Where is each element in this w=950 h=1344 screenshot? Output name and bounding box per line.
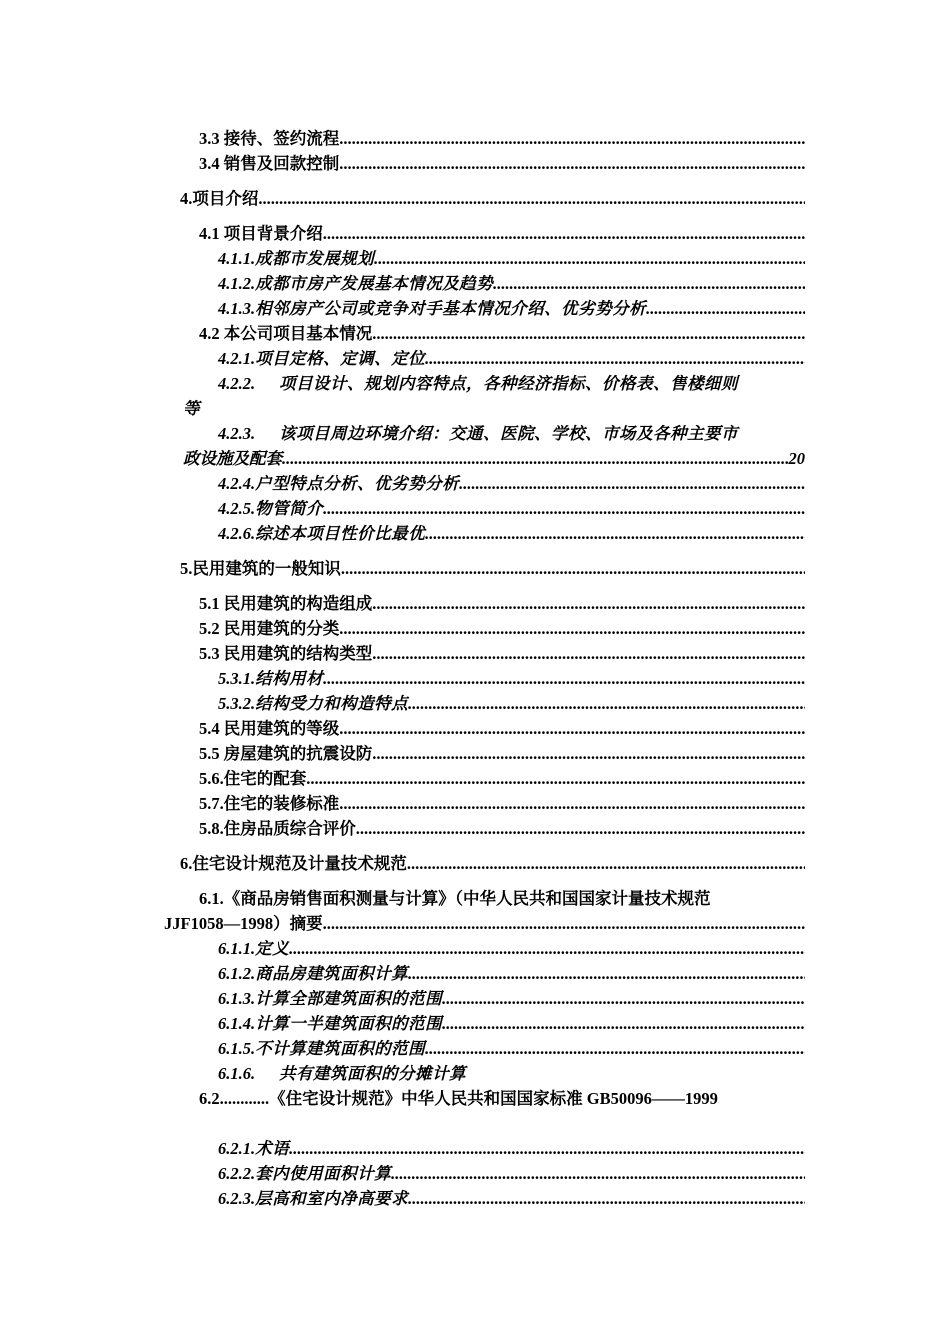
dot-leader (339, 151, 805, 176)
dot-leader (339, 716, 805, 741)
toc-number: 5.3.1. (218, 669, 256, 688)
toc-title: 商品房建筑面积计算 (255, 964, 409, 983)
toc-title: 住房品质综合评价 (223, 819, 356, 838)
toc-title: 该项目周边环境介绍：交通、医院、学校、市场及各种主要市 (279, 424, 738, 443)
toc-entry-6-1-5[interactable] (0, 1036, 950, 1061)
toc-number: 6.1.5. (218, 1039, 256, 1058)
dot-leader (425, 1036, 805, 1061)
dot-leader (356, 816, 805, 841)
dot-leader (289, 936, 805, 961)
toc-number: 6.1.3. (218, 989, 256, 1008)
toc-number: 6.1.6. (218, 1064, 256, 1083)
toc-number: 6.1. (199, 889, 224, 908)
toc-entry-4-2-6[interactable] (0, 521, 950, 546)
toc-title: 本公司项目基本情况 (223, 324, 373, 343)
toc-title: 接待、签约流程 (223, 129, 340, 148)
toc-entry-5-2[interactable] (0, 616, 950, 641)
table-of-contents (0, 126, 950, 1211)
toc-number: 6.2 (199, 1089, 220, 1108)
toc-entry-6-2[interactable] (0, 1086, 950, 1111)
toc-entry-5-1[interactable] (0, 591, 950, 616)
dot-leader (289, 1136, 805, 1161)
toc-number: 5. (180, 559, 193, 578)
toc-title: 销售及回款控制 (223, 154, 340, 173)
toc-title: 成都市房产发展基本情况及趋势 (255, 274, 494, 293)
dot-leader (459, 471, 805, 496)
toc-title: 计算一半建筑面积的范围 (255, 1014, 443, 1033)
toc-title: 共有建筑面积的分摊计算 (279, 1064, 466, 1083)
toc-entry-6[interactable] (0, 851, 950, 876)
toc-number: 3.3 (199, 129, 220, 148)
toc-page-number: 20 (788, 449, 805, 468)
toc-number: 6.2.1. (218, 1139, 256, 1158)
toc-title: 相邻房产公司或竞争对手基本情况介绍、优劣势分析 (255, 299, 647, 318)
dot-leader (442, 986, 805, 1011)
dot-leader (391, 1161, 805, 1186)
dot-leader: ............ (219, 1089, 270, 1108)
dot-leader (493, 271, 805, 296)
toc-number: 6.2.3. (218, 1189, 256, 1208)
toc-number: 6.1.1. (218, 939, 256, 958)
toc-number: 5.7. (199, 794, 224, 813)
toc-entry-6-1-2[interactable] (0, 961, 950, 986)
toc-title: 民用建筑的一般知识 (192, 559, 341, 578)
dot-leader (425, 521, 805, 546)
toc-number: 4.1 (199, 224, 220, 243)
toc-number: 6.1.2. (218, 964, 256, 983)
toc-title: 结构受力和构造特点 (255, 694, 409, 713)
toc-entry-4-1-3[interactable] (0, 296, 950, 321)
dot-leader (407, 851, 805, 876)
toc-title: 层高和室内净高要求 (255, 1189, 409, 1208)
toc-entry-4-2-3[interactable] (0, 421, 950, 471)
toc-number: 4.2.3. (218, 424, 256, 443)
toc-number: 4.1.3. (218, 299, 256, 318)
toc-entry-3-3[interactable] (0, 126, 950, 151)
toc-number: 5.8. (199, 819, 224, 838)
toc-entry-5-5[interactable] (0, 741, 950, 766)
toc-entry-4-1[interactable] (0, 221, 950, 246)
toc-number: 4.2 (199, 324, 220, 343)
toc-number: 4.2.2. (218, 374, 256, 393)
toc-title: 项目定格、定调、定位 (255, 349, 426, 368)
toc-number: 4.1.1. (218, 249, 256, 268)
toc-number: 6.2.2. (218, 1164, 256, 1183)
toc-title: 套内使用面积计算 (255, 1164, 392, 1183)
toc-entry-5-8[interactable] (0, 816, 950, 841)
toc-entry-5[interactable] (0, 556, 950, 581)
toc-title: 结构用材 (255, 669, 324, 688)
dot-leader (646, 296, 805, 321)
toc-title-continued: JJF1058—1998）摘要 (164, 914, 323, 933)
toc-title: 《住宅设计规范》中华人民共和国国家标准 GB50096——1999 (269, 1089, 718, 1108)
toc-number: 4. (180, 189, 193, 208)
toc-entry-6-2-1[interactable] (0, 1136, 950, 1161)
toc-entry-4-2[interactable] (0, 321, 950, 346)
toc-title-continued: 等 (183, 399, 200, 418)
dot-leader (323, 666, 805, 691)
dot-leader (339, 616, 805, 641)
toc-number: 5.3.2. (218, 694, 256, 713)
dot-leader (374, 246, 805, 271)
toc-title: 《商品房销售面积测量与计算》（中华人民共和国国家计量技术规范 (223, 889, 711, 908)
dot-leader (323, 911, 805, 936)
toc-number: 6. (180, 854, 193, 873)
toc-title: 项目设计、规划内容特点，各种经济指标、价格表、售楼细则 (279, 374, 738, 393)
toc-entry-6-1-4[interactable] (0, 1011, 950, 1036)
toc-entry-5-3-1[interactable] (0, 666, 950, 691)
dot-leader (425, 346, 805, 371)
dot-leader (372, 591, 805, 616)
toc-entry-4-2-5[interactable] (0, 496, 950, 521)
toc-entry-6-2-3[interactable] (0, 1186, 950, 1211)
toc-number: 4.1.2. (218, 274, 256, 293)
dot-leader (323, 496, 805, 521)
dot-leader (408, 1186, 805, 1211)
toc-entry-5-7[interactable] (0, 791, 950, 816)
toc-title: 户型特点分析、优劣势分析 (255, 474, 460, 493)
toc-entry-4-2-4[interactable] (0, 471, 950, 496)
toc-title: 民用建筑的结构类型 (223, 644, 373, 663)
toc-number: 6.1.4. (218, 1014, 256, 1033)
toc-entry-6-1-3[interactable] (0, 986, 950, 1011)
dot-leader (282, 446, 789, 471)
dot-leader (306, 766, 805, 791)
toc-number: 4.2.4. (218, 474, 256, 493)
toc-title: 住宅的装修标准 (223, 794, 340, 813)
toc-number: 4.2.6. (218, 524, 256, 543)
toc-number: 5.3 (199, 644, 220, 663)
toc-title: 物管简介 (255, 499, 324, 518)
dot-leader (341, 556, 805, 581)
toc-number: 4.2.1. (218, 349, 256, 368)
dot-leader (442, 1011, 805, 1036)
toc-title: 不计算建筑面积的范围 (255, 1039, 426, 1058)
toc-entry-6-2-2[interactable] (0, 1161, 950, 1186)
blank-line (0, 1111, 950, 1136)
toc-title: 成都市发展规划 (255, 249, 375, 268)
toc-number: 4.2.5. (218, 499, 256, 518)
dot-leader (323, 221, 805, 246)
dot-leader (372, 321, 805, 346)
toc-number: 5.4 (199, 719, 220, 738)
toc-title: 术语 (255, 1139, 290, 1158)
toc-entry-4-2-2[interactable] (0, 371, 950, 421)
toc-title: 民用建筑的等级 (223, 719, 340, 738)
toc-entry-6-1[interactable] (0, 886, 950, 936)
toc-entry-4-2-1[interactable] (0, 346, 950, 371)
toc-title: 民用建筑的构造组成 (223, 594, 373, 613)
toc-entry-5-3-2[interactable] (0, 691, 950, 716)
toc-title: 综述本项目性价比最优 (255, 524, 426, 543)
toc-title: 定义 (255, 939, 290, 958)
toc-title: 项目背景介绍 (223, 224, 323, 243)
toc-title: 计算全部建筑面积的范围 (255, 989, 443, 1008)
toc-number: 5.6. (199, 769, 224, 788)
toc-entry-4-1-2[interactable] (0, 271, 950, 296)
dot-leader (339, 126, 805, 151)
toc-title: 民用建筑的分类 (223, 619, 340, 638)
toc-number: 5.2 (199, 619, 220, 638)
toc-entry-4-1-1[interactable] (0, 246, 950, 271)
toc-entry-6-1-6[interactable] (0, 1061, 950, 1086)
toc-entry-6-1-1[interactable] (0, 936, 950, 961)
dot-leader (408, 961, 805, 986)
toc-title: 房屋建筑的抗震设防 (223, 744, 373, 763)
dot-leader (408, 691, 805, 716)
toc-number: 5.5 (199, 744, 220, 763)
toc-entry-5-3[interactable] (0, 641, 950, 666)
dot-leader (372, 741, 805, 766)
toc-entry-5-4[interactable] (0, 716, 950, 741)
dot-leader (372, 641, 805, 666)
toc-entry-3-4[interactable] (0, 151, 950, 176)
dot-leader (258, 186, 805, 211)
toc-entry-4[interactable] (0, 186, 950, 211)
toc-number: 5.1 (199, 594, 220, 613)
toc-number: 3.4 (199, 154, 220, 173)
dot-leader (339, 791, 805, 816)
toc-title-continued: 政设施及配套 (183, 449, 282, 468)
toc-title: 住宅设计规范及计量技术规范 (192, 854, 407, 873)
toc-title: 项目介绍 (192, 189, 259, 208)
toc-entry-5-6[interactable] (0, 766, 950, 791)
toc-title: 住宅的配套 (223, 769, 307, 788)
